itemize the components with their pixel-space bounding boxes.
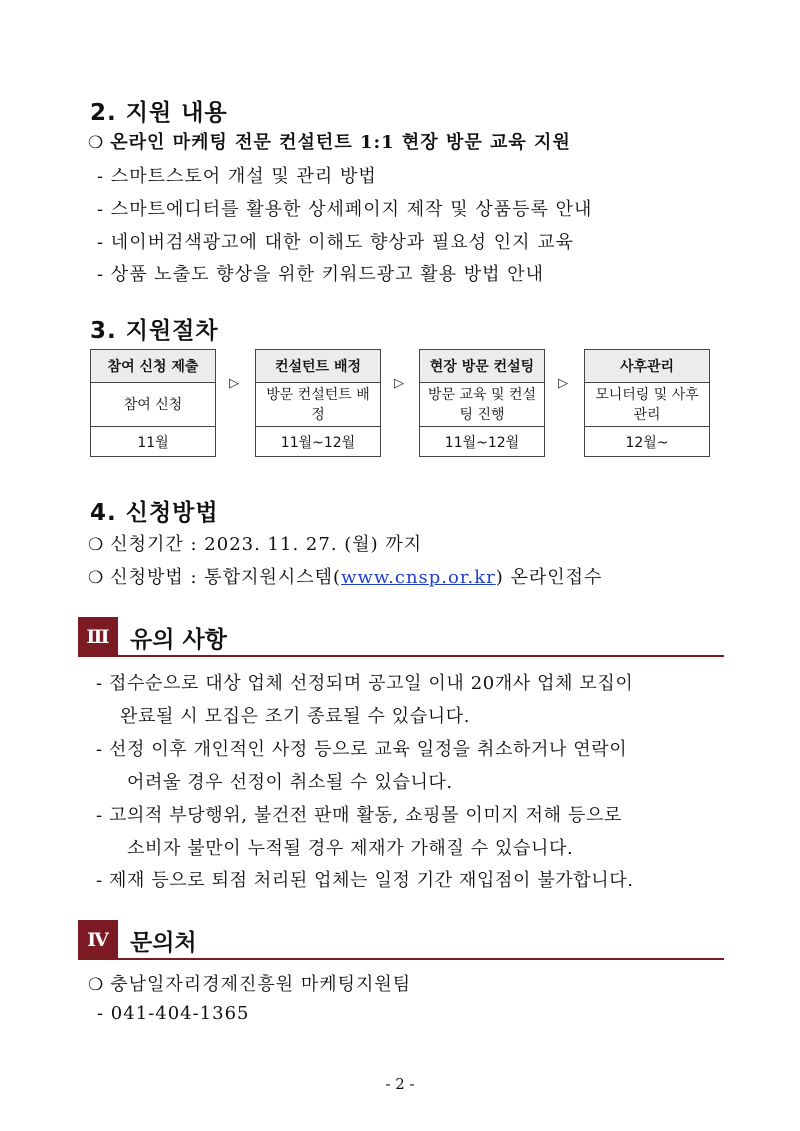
section-number-badge: Ⅲ <box>78 617 118 657</box>
step-period: 11월 <box>137 435 169 451</box>
section-4-heading: 4. 신청방법 <box>90 500 219 526</box>
caution-note: - 접수순으로 대상 업체 선정되며 공고일 이내 20개사 업체 모집이 <box>96 673 634 694</box>
support-bullet: - 상품 노출도 향상을 위한 키워드광고 활용 방법 안내 <box>97 264 545 285</box>
caution-note: - 고의적 부당행위, 불건전 판매 활동, 쇼핑몰 이미지 저해 등으로 <box>96 805 622 826</box>
arrow-right-icon: ▷ <box>394 376 404 391</box>
step-description: 방문 컨설턴트 배정 <box>256 383 380 427</box>
step-description: 참여 신청 <box>91 383 215 427</box>
application-period-text: 신청기간 : 2023. 11. 27. (월) 까지 <box>110 534 423 555</box>
procedure-step <box>255 349 381 457</box>
section-divider <box>118 655 724 657</box>
caution-note-continued: 소비자 불만이 누적될 경우 제재가 가해질 수 있습니다. <box>127 838 574 859</box>
step-period: 11월~12월 <box>280 435 356 451</box>
step-title: 참여 신청 제출 <box>91 350 215 383</box>
section-IV-header <box>78 920 724 960</box>
arrow-right-icon: ▷ <box>558 376 568 391</box>
section-III-header <box>78 617 724 657</box>
contact-organization-text: 충남일자리경제진흥원 마케팅지원팀 <box>110 974 412 995</box>
contact-phone: - 041-404-1365 <box>97 1003 250 1024</box>
application-method <box>88 563 602 589</box>
step-description: 모니터링 및 사후관리 <box>585 383 709 427</box>
caution-note-continued: 어려울 경우 선정이 취소될 수 있습니다. <box>127 772 453 793</box>
step-description: 방문 교육 및 컨설팅 진행 <box>420 383 544 427</box>
circle-bullet-icon: ❍ <box>88 133 105 153</box>
application-period <box>88 530 422 556</box>
caution-note: - 제재 등으로 퇴점 처리된 업체는 일정 기간 재입점이 불가합니다. <box>96 870 634 891</box>
support-bullet: - 스마트스토어 개설 및 관리 방법 <box>97 166 377 187</box>
section-divider <box>118 958 724 960</box>
caution-note: - 선정 이후 개인적인 사정 등으로 교육 일정을 취소하거나 연락이 <box>96 739 628 760</box>
step-title: 컨설턴트 배정 <box>256 350 380 383</box>
procedure-step <box>90 349 216 457</box>
page-number: - 2 - <box>385 1075 415 1093</box>
circle-bullet-icon: ❍ <box>88 568 105 588</box>
support-bullet: - 네이버검색광고에 대한 이해도 향상과 필요성 인지 교육 <box>97 232 575 253</box>
support-main-item <box>88 128 571 154</box>
circle-bullet-icon: ❍ <box>88 535 105 555</box>
section-3-heading: 3. 지원절차 <box>90 318 219 344</box>
procedure-step <box>584 349 710 457</box>
step-title: 현장 방문 컨설팅 <box>420 350 544 383</box>
support-bullet: - 스마트에디터를 활용한 상세페이지 제작 및 상품등록 안내 <box>97 199 593 220</box>
application-method-suffix: ) 온라인접수 <box>495 567 603 588</box>
step-period: 11월~12월 <box>444 435 520 451</box>
section-2-heading: 2. 지원 내용 <box>90 100 228 126</box>
section-number-badge: Ⅳ <box>78 920 118 960</box>
section-title: 문의처 <box>130 930 197 956</box>
section-title: 유의 사항 <box>130 627 227 653</box>
step-title: 사후관리 <box>585 350 709 383</box>
cnsp-website-link[interactable]: www.cnsp.or.kr <box>341 567 496 588</box>
support-main-item-text: 온라인 마케팅 전문 컨설턴트 1:1 현장 방문 교육 지원 <box>110 132 571 153</box>
caution-note-continued: 완료될 시 모집은 조기 종료될 수 있습니다. <box>120 706 471 727</box>
procedure-step <box>419 349 545 457</box>
step-period: 12월~ <box>625 435 669 451</box>
contact-organization <box>88 970 411 996</box>
circle-bullet-icon: ❍ <box>88 975 105 995</box>
arrow-right-icon: ▷ <box>229 376 239 391</box>
application-method-prefix: 신청방법 : 통합지원시스템( <box>110 567 342 588</box>
